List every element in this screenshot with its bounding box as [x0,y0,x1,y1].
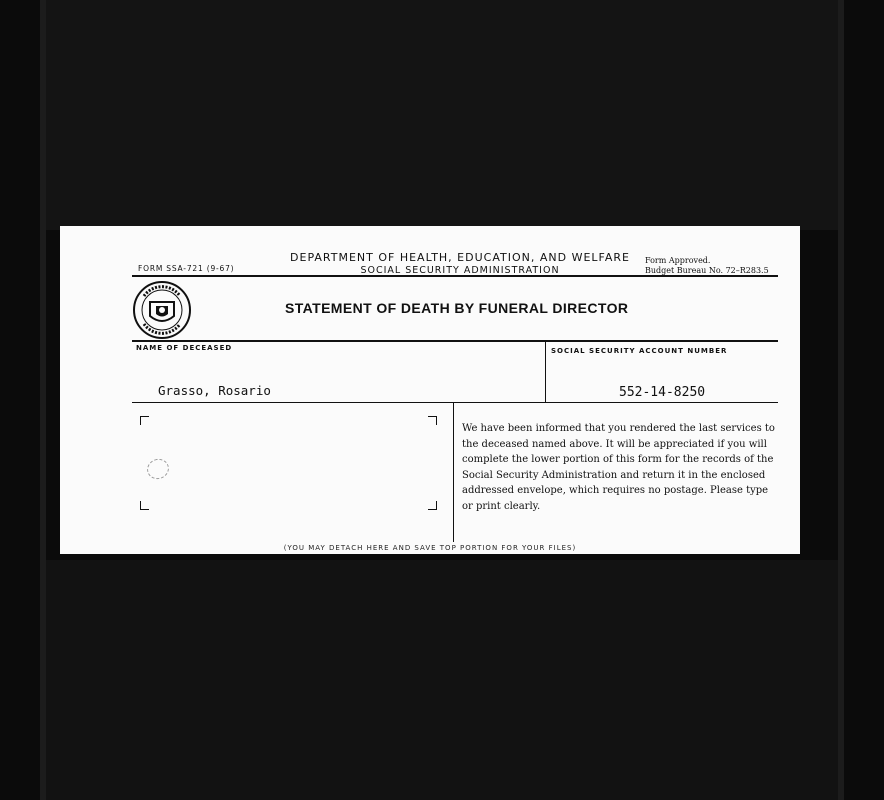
form-approval [645,256,769,276]
field-divider [545,340,546,402]
instructions-text: We have been informed that you rendered the last services to the deceased named above. It will be appreciated if you will complete the lower portion of this form for the records of the Social Security Administration and return it in the enclosed addressed envelope, which requires no postage. Please type or print clearly. [462,423,775,512]
address-window-corner-bottom-left [140,501,149,510]
deceased-name-value: Grasso, Rosario [158,383,271,398]
title-rule [132,340,778,342]
address-window-corner-top-left [140,416,149,425]
ssn-label: SOCIAL SECURITY ACCOUNT NUMBER [551,347,728,355]
department-seal-icon [132,280,192,340]
address-window-corner-bottom-right [428,501,437,510]
fields-rule [132,402,778,403]
scan-edge-left [40,0,46,800]
agency-name: SOCIAL SECURITY ADMINISTRATION [360,265,560,276]
approval-line-1: Form Approved. [645,256,711,265]
scan-background-top [40,0,840,230]
approval-line-2: Budget Bureau No. 72–R283.5 [645,266,769,275]
scan-background-bottom [40,560,840,800]
death-statement-form [60,226,800,554]
address-divider [453,402,454,542]
ink-smudge [144,456,172,482]
form-number: FORM SSA-721 (9-67) [138,264,235,273]
department-name: DEPARTMENT OF HEALTH, EDUCATION, AND WELFARE [290,251,630,264]
department-header [260,251,660,277]
ssn-value: 552-14-8250 [619,385,706,400]
address-window-corner-top-right [428,416,437,425]
scan-edge-right [838,0,844,800]
name-label: NAME OF DECEASED [136,344,233,352]
form-title: STATEMENT OF DEATH BY FUNERAL DIRECTOR [285,300,629,316]
header-rule [132,275,778,277]
detach-note: (YOU MAY DETACH HERE AND SAVE TOP PORTION FOR YOUR FILES) [283,544,577,552]
